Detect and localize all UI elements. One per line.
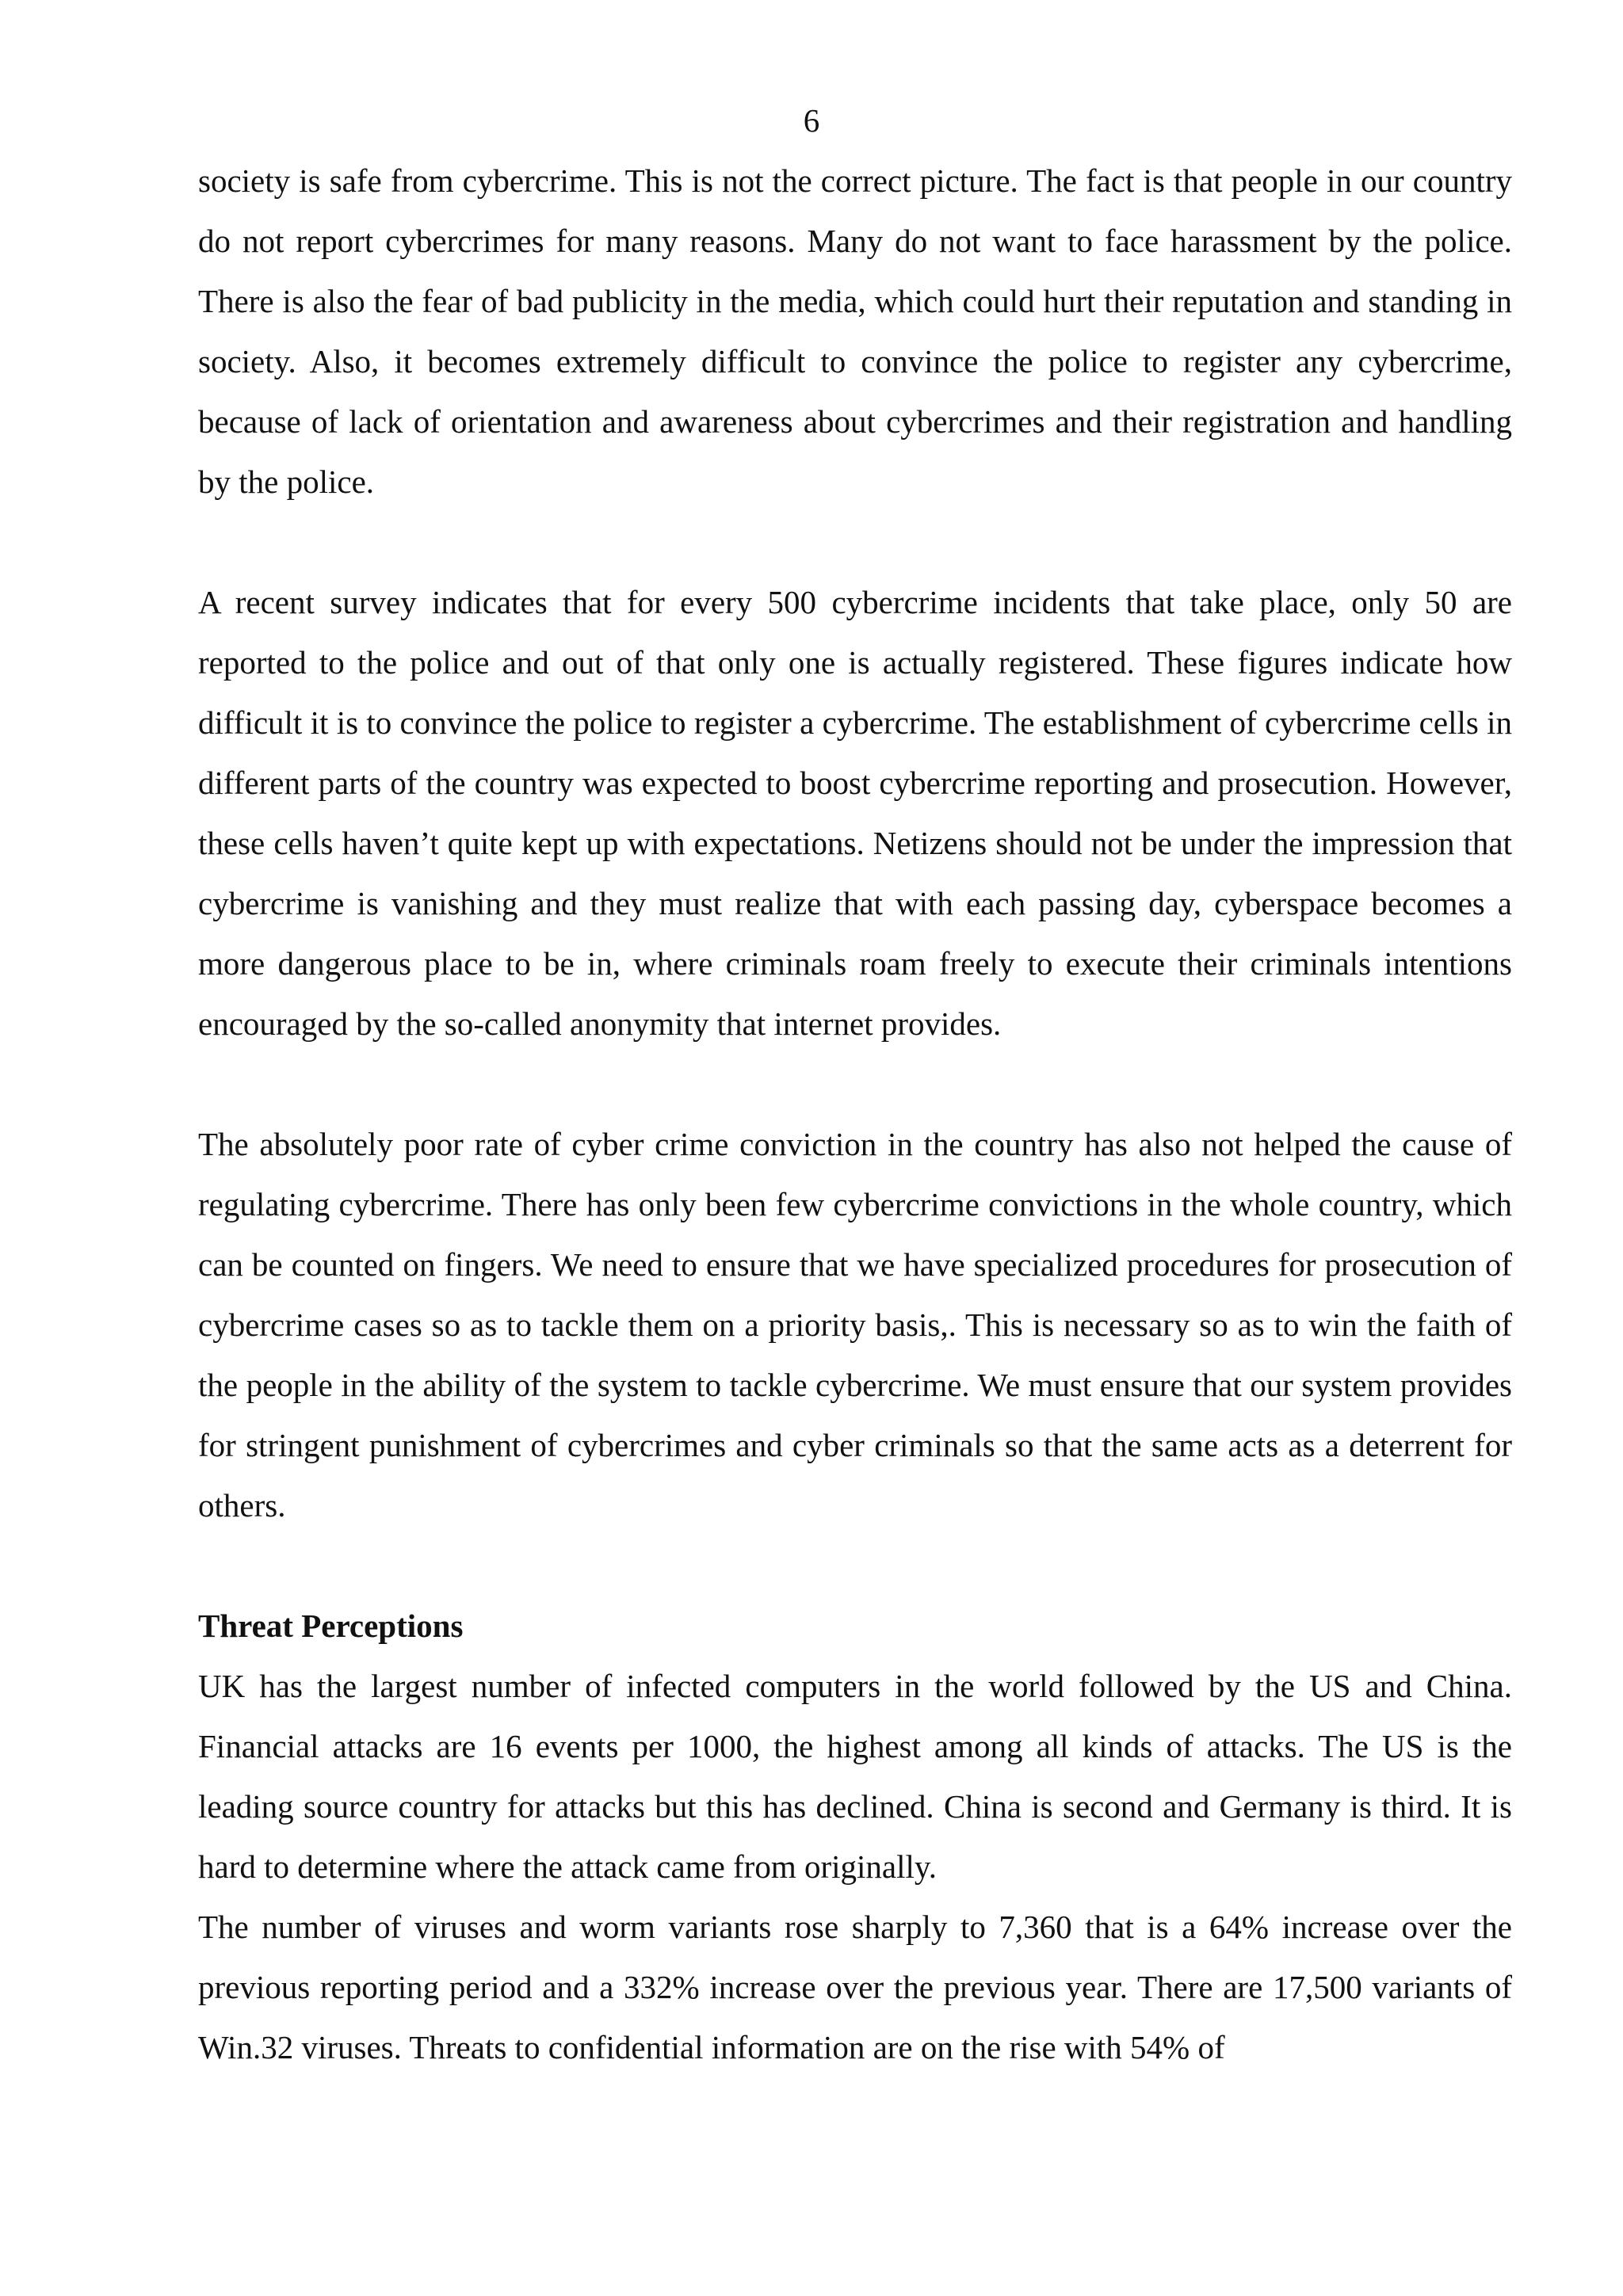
paragraph-spacer [198, 512, 1512, 572]
paragraph-conviction-rate: The absolutely poor rate of cyber crime conviction in the country has also not helped the cause of regulating cybercrime. There has only been few cybercrime convictions in the whole country, which can be counted on fingers. We need to ensure that we have specialized procedures for prosecution of cybercrime cases so as to tackle them on a priority basis,. This is necessary so as to win the faith of the people in the ability of the system to tackle cybercrime. We must ensure that our system provides for stringent punishment of cybercrimes and cyber criminals so that the same acts as a deterrent for others. [198, 1126, 1512, 1524]
paragraph-virus-variants: The number of viruses and worm variants rose sharply to 7,360 that is a 64% increase over the previous reporting period and a 332% increase over the previous year. There are 17,500 variants of Win.32 viruses. Threats to confidential information are on the rise with 54% of [198, 1909, 1512, 2065]
section-heading: Threat Perceptions [198, 1608, 464, 1644]
paragraph-spacer [198, 1054, 1512, 1114]
paragraph-spacer [198, 1535, 1512, 1596]
paragraph-underreporting: society is safe from cybercrime. This is not the correct picture. The fact is that people in our country do not report cybercrimes for many reasons. Many do not want to face harassment by the police. There is also the fear of bad publicity in the media, which could hurt their reputation and standing in society. Also, it becomes extremely difficult to convince the police to register any cybercrime, because of lack of orientation and awareness about cybercrimes and their registration and handling by the police. [198, 162, 1512, 500]
paragraph-survey: A recent survey indicates that for every 500 cybercrime incidents that take place, only 50 are reported to the police and out of that only one is actually registered. These figures indicate how difficult it is to convince the police to register a cybercrime. The establishment of cybercrime cells in different parts of the country was expected to boost cybercrime reporting and prosecution. However, these cells haven’t quite kept up with expectations. Netizens should not be under the impression that cybercrime is vanishing and they must realize that with each passing day, cyberspace becomes a more dangerous place to be in, where criminals roam freely to execute their criminals intentions encouraged by the so-called anonymity that internet provides. [198, 584, 1512, 1042]
body-text [198, 151, 1512, 2077]
paragraph-infected-computers: UK has the largest number of infected computers in the world followed by the US and China. Financial attacks are 16 events per 1000, the highest among all kinds of attacks. The US is the leading source country for attacks but this has declined. China is second and Germany is third. It is hard to determine where the attack came from originally. [198, 1668, 1512, 1885]
page-number: 6 [803, 102, 820, 139]
